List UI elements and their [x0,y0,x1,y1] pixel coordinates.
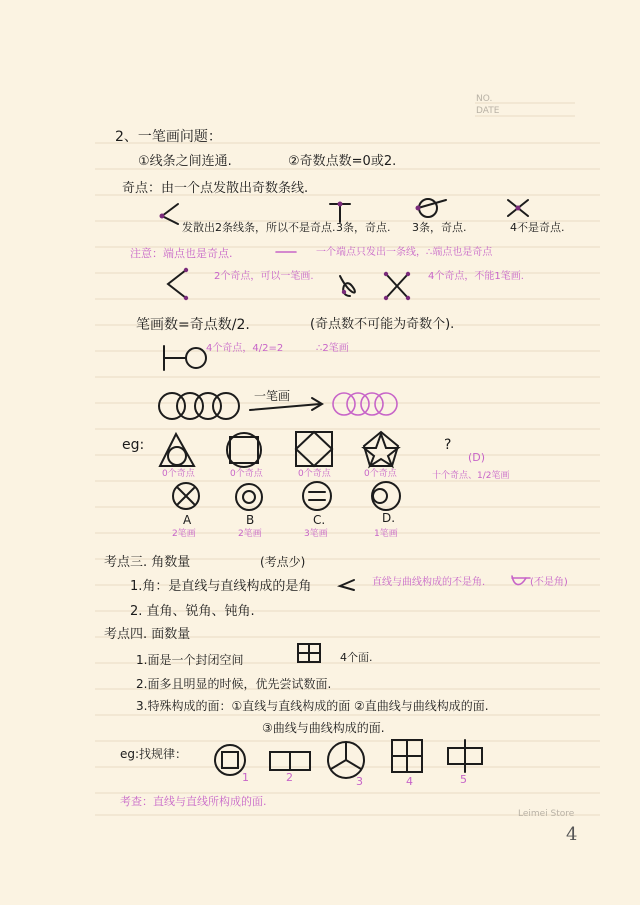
angle-definition-note: 直线与曲线构成的不是角. [372,577,486,588]
face-definition: 1.面是一个封闭空间 [136,653,244,667]
angle-types: 2. 直角、锐角、钝角. [130,604,255,619]
face-special-3: ③曲线与曲线构成的面. [262,721,385,735]
note-endpoint-explain: 一个端点只发出一条线，∴端点也是奇点 [316,247,493,258]
eg-question-mark: ? [444,437,452,453]
option-strokes-a: 2笔画 [172,529,196,539]
angle-definition: 1.角：是直线与直线构成的是角 [130,579,312,594]
option-strokes-c: 3笔画 [304,529,328,539]
eg-count-3: 0个奇点 [298,469,331,479]
pattern-num-3: 3 [356,775,363,788]
option-strokes-b: 2笔画 [238,529,262,539]
four-odd-note: 4个奇点，不能1笔画. [428,271,524,282]
header-date-label: DATE [476,106,500,116]
note-endpoint: 注意：端点也是奇点. [130,247,233,260]
eg-answer: (D) [468,451,486,464]
odd-point-definition: 奇点：由一个点发散出奇数条线. [122,181,309,196]
eg-answer-note: 十个奇点、1/2笔画 [432,471,510,481]
face-special: 3.特殊构成的面：①直线与直线构成的面 ②直曲线与曲线构成的面. [136,699,489,713]
example-two-lines: 发散出2条线条，所以不是奇点. [182,221,336,234]
example-three-odd: 3条，奇点. [336,221,391,234]
example-four-not-odd: 4不是奇点. [510,221,565,234]
option-letter-a: A [183,513,192,527]
two-odd-note: 2个奇点，可以一笔画. [214,271,314,282]
header-no-label: NO. [476,94,493,104]
pattern-num-5: 5 [460,773,467,786]
angle-definition-note2: (不是角) [530,577,568,588]
eg-label: eg: [122,437,145,453]
section-title-faces: 考点四. 面数量 [104,627,191,642]
section-title-angles: 考点三. 角数量 [104,555,191,570]
footer-brand: Leimei Store [518,809,575,819]
face-tip: 2.面多且明显的时候，优先尝试数面. [136,677,332,691]
angles-title-note: (考点少) [260,555,306,569]
calc-strokes: ∴2笔画 [316,343,349,354]
option-letter-b: B [246,513,255,527]
pattern-num-2: 2 [286,771,293,784]
pattern-answer: 考查：直线与直线所构成的面. [120,795,267,808]
eg-count-2: 0个奇点 [230,469,263,479]
pattern-num-4: 4 [406,775,413,788]
arrow-label-one-stroke: 一笔画 [254,389,291,403]
option-letter-c: C. [313,513,326,527]
pattern-num-1: 1 [242,771,249,784]
eg-count-1: 0个奇点 [162,469,195,479]
calc-odd-points: 4个奇点，4/2=2 [206,343,284,354]
stroke-formula: 笔画数=奇点数/2. [136,317,250,333]
option-strokes-d: 1笔画 [374,529,398,539]
condition-1: ①线条之间连通. [138,154,232,169]
option-letter-d: D. [382,511,396,525]
condition-2: ②奇数点数=0或2. [288,154,397,169]
face-count-note: 4个面. [340,651,373,664]
section-title-one-stroke: 2、一笔画问题： [115,129,222,145]
stroke-formula-note: (奇点数不可能为奇数个). [310,317,455,332]
page-number: 4 [566,824,578,845]
eg-count-4: 0个奇点 [364,469,397,479]
example-three-odd-b: 3条，奇点. [412,221,467,234]
pattern-eg-label: eg:找规律： [120,747,188,761]
